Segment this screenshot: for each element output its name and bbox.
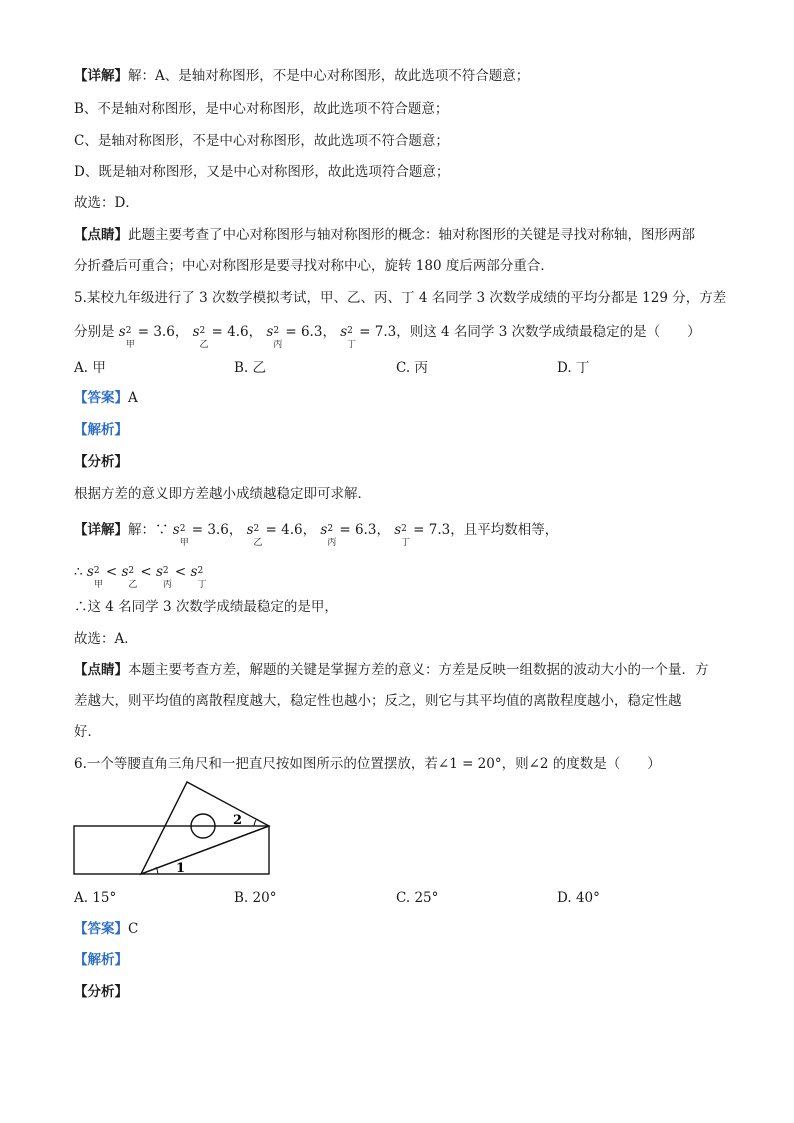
q5-fenxi-tag: 【分析】 — [74, 454, 128, 470]
q5-conclusion-2: 故选：A． — [74, 631, 138, 647]
q5-conclusion-1: ∴这 4 名同学 3 次数学成绩最稳定的是甲， — [74, 599, 338, 615]
variance-bing: s 2 丙 = 6.3 — [266, 324, 323, 350]
q6-answer — [74, 919, 138, 939]
variance-ding: s 2 丁 = 7.3 — [340, 324, 397, 350]
variance-jia: s 2 甲 = 3.6 — [118, 324, 175, 350]
q5-option-d: D. 丁 — [557, 360, 590, 376]
q5-answer — [74, 388, 138, 408]
q5-stem-1: 5.某校九年级进行了 3 次数学模拟考试，甲、乙、丙、丁 4 名同学 3 次数学成绩的平均分都是 129 分，方差 — [74, 290, 727, 306]
detail-text-a: 解：A、是轴对称图形，不是中心对称图形，故此选项不符合题意； — [128, 68, 530, 84]
angle-label-2: 2 — [233, 813, 243, 828]
q5-note-2: 差越大，则平均值的离散程度越大，稳定性也越小；反之，则它与其平均值的离散程度越小，稳定性越 — [74, 693, 682, 709]
detail-line-b: B、不是轴对称图形，是中心对称图形，故此选项不符合题意； — [74, 101, 449, 117]
answer-tag: 【答案】 — [74, 921, 128, 937]
angle-label-1: 1 — [176, 861, 186, 876]
q5-stem-2-a: 分别是 — [74, 324, 115, 340]
detail-line-c: C、是轴对称图形，不是中心对称图形，故此选项不符合题意； — [74, 133, 449, 149]
variance-yi: s 2 乙 = 4.6 — [192, 324, 249, 350]
q5-option-a: A. 甲 — [74, 360, 106, 376]
q5-stem-2: 分别是 s 2 甲 = 3.6， s 2 乙 = 4.6， s 2 丙 = 6.3， s 2 丁 = 7.3，则这 4 名同学 3 次数学成绩最稳定的是（ ） — [74, 324, 701, 350]
triangle-ruler — [141, 782, 269, 874]
detail-line-a — [74, 66, 529, 86]
q5-inequality: ∴ s 2 甲 < s 2 乙 < s 2 丙 < s 2 丁 — [74, 564, 207, 590]
q6-option-d: D. 40° — [557, 890, 600, 906]
ruler — [74, 826, 269, 874]
detail-tag: 【详解】 — [74, 522, 128, 538]
answer-value: C — [128, 921, 139, 937]
triangle-hypotenuse-inner — [141, 826, 269, 874]
q5-stem-2-b: ，则这 4 名同学 3 次数学成绩最稳定的是（ ） — [396, 324, 701, 340]
detail-tag: 【详解】 — [74, 68, 128, 84]
note-tag: 【点睛】 — [74, 227, 128, 243]
q5-option-c: C. 丙 — [396, 360, 428, 376]
choice-line: 故选：D． — [74, 195, 139, 211]
q5-analysis-tag: 【解析】 — [74, 422, 128, 438]
q5-note-1: 【点睛】本题主要考查方差，解题的关键是掌握方差的意义：方差是反映一组数据的波动大小的一个量．方 — [74, 662, 709, 678]
q5-detail: 【详解】解：∵ s 2 甲 = 3.6， s 2 乙 = 4.6， s 2 丙 = 6.3， s 2 丁 = 7.3，且平均数相等， — [74, 522, 559, 548]
q6-option-b: B. 20° — [234, 890, 277, 906]
q6-fenxi-tag: 【分析】 — [74, 984, 128, 1000]
detail-line-d: D、既是轴对称图形，又是中心对称图形，故此选项符合题意； — [74, 164, 450, 180]
q6-figure — [70, 780, 280, 880]
q6-option-a: A. 15° — [74, 890, 117, 906]
note-line-2: 分折叠后可重合；中心对称图形是要寻找对称中心，旋转 180 度后两部分重合． — [74, 258, 554, 274]
q5-fenxi: 根据方差的意义即方差越小成绩越稳定即可求解． — [74, 486, 371, 502]
q6-analysis-tag: 【解析】 — [74, 952, 128, 968]
q6-option-c: C. 25° — [396, 890, 439, 906]
q5-note-3: 好． — [74, 724, 101, 740]
answer-value: A — [128, 390, 138, 406]
note-line-1 — [74, 225, 695, 245]
answer-tag: 【答案】 — [74, 390, 128, 406]
q5-option-b: B. 乙 — [234, 360, 267, 376]
angle-2-arc — [254, 820, 256, 826]
note-text-1: 此题主要考查了中心对称图形与轴对称图形的概念：轴对称图形的关键是寻找对称轴，图形两部 — [128, 227, 695, 243]
note-tag: 【点睛】 — [74, 662, 128, 678]
q6-stem: 6.一个等腰直角三角尺和一把直尺按如图所示的位置摆放，若∠1 = 20°，则∠2 的度数是（ ） — [74, 756, 661, 772]
